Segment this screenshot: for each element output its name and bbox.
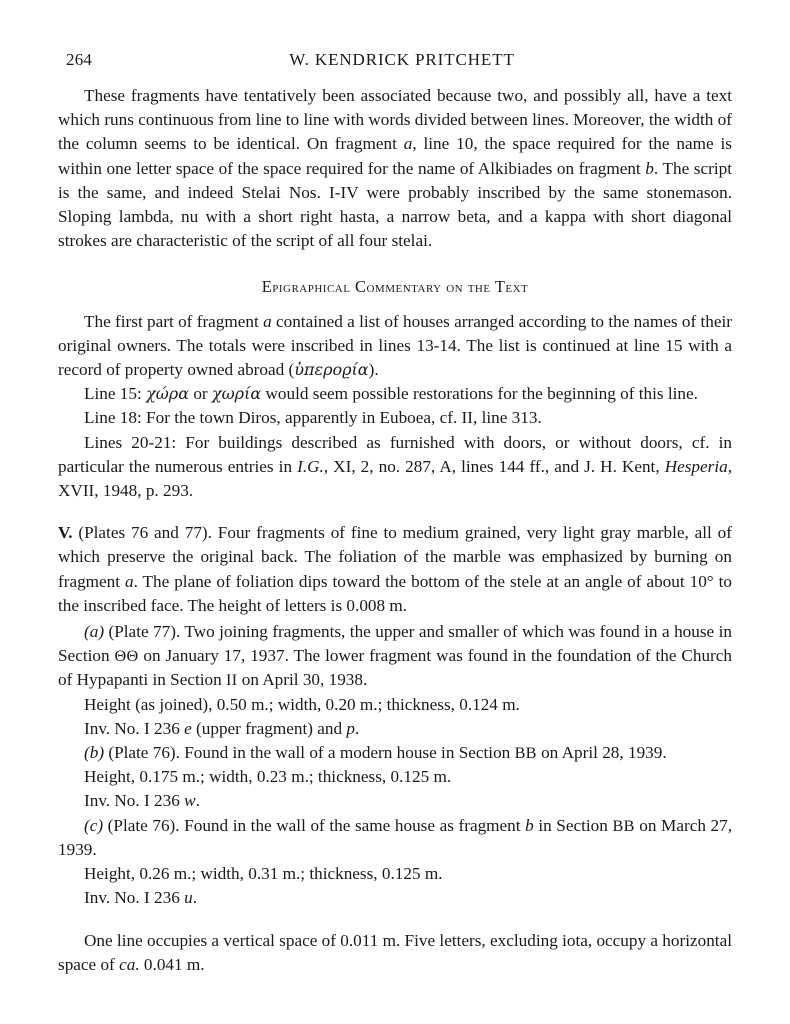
text-run: Inv. No. I 236 bbox=[84, 888, 185, 908]
text-run: Lines 20-21: For buildings described as furnished with doors, or without doors, cf. in particular the numerous entries in bbox=[58, 432, 732, 476]
fragment-label: (b) bbox=[84, 743, 105, 763]
text-run: . bbox=[192, 888, 197, 908]
paragraph-lines-20-21 bbox=[58, 431, 732, 504]
text-run: on January 17, 1937. The lower fragment was found in the foundation of the Church of Hypapanti in Section bbox=[58, 646, 732, 690]
greek-text: χώρα bbox=[146, 384, 190, 404]
text-italic: ca. bbox=[119, 954, 140, 974]
text-run: The first part of fragment bbox=[84, 311, 264, 331]
greek-text: χωρία bbox=[211, 384, 262, 404]
paragraph-section-v bbox=[58, 521, 732, 618]
text-italic: I.G. bbox=[297, 456, 324, 476]
paragraph-fragment-c bbox=[58, 814, 732, 862]
text-italic: e bbox=[184, 718, 192, 738]
text-italic: a bbox=[125, 571, 134, 591]
text-italic: Hesperia bbox=[664, 456, 728, 476]
text-run: These fragments have tentatively been associated because two, and possibly all, have a text which runs continuous from line to line with words divided between lines. Moreover, the width of the column seems to be identical. On fragment bbox=[58, 86, 732, 154]
text-italic: b bbox=[525, 815, 534, 835]
text-run: on March 27, 1939. bbox=[58, 815, 732, 859]
text-italic: b bbox=[645, 158, 654, 178]
text-run: on April 30, 1938. bbox=[237, 670, 368, 690]
text-run: Line 15: bbox=[84, 384, 147, 404]
paragraph-inventory-a bbox=[58, 717, 732, 741]
text-run: Inv. No. I 236 bbox=[84, 791, 185, 811]
text-run: One line occupies a vertical space of 0.011 m. Five letters, excluding iota, occupy a horizontal space of bbox=[58, 930, 732, 974]
text-run: (Plate 76). Found in the wall of a modern house in Section bbox=[104, 743, 515, 763]
page-number: 264 bbox=[66, 50, 93, 69]
text-italic: u bbox=[184, 888, 193, 908]
section-number: V. bbox=[58, 523, 73, 543]
section-mark: BB bbox=[612, 816, 635, 835]
text-run: (Plate 77). Two joining fragments, the upper and smaller of which was found in a house in Section bbox=[58, 622, 732, 666]
section-mark: ΘΘ bbox=[114, 647, 139, 666]
text-run: . bbox=[354, 718, 360, 738]
paragraph-line-18: Line 18: For the town Diros, apparently in Euboea, cf. II, line 313. bbox=[84, 408, 542, 428]
paragraph-inventory-c bbox=[58, 886, 732, 910]
text-run: would seem possible restorations for the beginning of this line. bbox=[261, 384, 698, 404]
text-run: (Plate 76). Found in the wall of the same house as fragment bbox=[103, 815, 526, 835]
section-mark: BB bbox=[514, 744, 537, 763]
text-run: (upper fragment) and bbox=[191, 718, 347, 738]
page-body bbox=[58, 84, 732, 977]
text-run: contained a list of houses arranged according to the names of their original owners. The totals were inscribed in lines 13-14. The list is continued at line 15 with a record of property owned abroad ( bbox=[58, 311, 732, 380]
text-run: on April 28, 1939. bbox=[536, 743, 667, 763]
paragraph-line-15 bbox=[58, 382, 732, 406]
paragraph-line-spacing bbox=[58, 929, 732, 977]
text-italic: a bbox=[403, 134, 413, 154]
text-run: , XVII, 1948, p. 293. bbox=[58, 456, 732, 501]
text-run: . bbox=[195, 791, 200, 811]
text-run: , XI, 2, no. 287, A, lines 144 ff., and J. H. Kent, bbox=[323, 456, 665, 476]
text-run: in Section bbox=[533, 815, 613, 835]
section-heading: Epigraphical Commentary on the Text bbox=[261, 277, 529, 297]
section-mark: II bbox=[226, 671, 238, 690]
text-run: . The script is the same, and indeed Stelai Nos. I-IV were probably inscribed by the same stonemason. Sloping lambda, nu with a short right hasta, a narrow beta, and a kappa with short diagonal strokes are characteristic of the script of all four stelai. bbox=[58, 158, 732, 251]
paragraph-fragments-association bbox=[58, 84, 732, 253]
text-run: 0.041 m. bbox=[139, 954, 205, 974]
fragment-label: (c) bbox=[84, 815, 104, 835]
text-run: (Plates 76 and 77). Four fragments of fine to medium grained, very light gray marble, all of which preserve the original back. The foliation of the marble was emphasized by burning on fragment bbox=[58, 523, 732, 591]
paragraph-dimensions-c: Height, 0.26 m.; width, 0.31 m.; thickness, 0.125 m. bbox=[84, 864, 443, 884]
greek-text: ὑπεροϱία bbox=[294, 360, 369, 380]
paragraph-dimensions-b: Height, 0.175 m.; width, 0.23 m.; thickness, 0.125 m. bbox=[84, 767, 452, 787]
text-run: ). bbox=[368, 360, 379, 380]
text-run: or bbox=[189, 384, 212, 404]
running-head-title: W. KENDRICK PRITCHETT bbox=[289, 50, 515, 69]
paragraph-fragment-a bbox=[58, 620, 732, 693]
text-run: . The plane of foliation dips toward the bottom of the stele at an angle of about 10° to the inscribed face. The height of letters is 0.008 m. bbox=[58, 571, 732, 615]
text-run: Inv. No. I 236 bbox=[84, 718, 185, 738]
text-italic: p bbox=[346, 718, 355, 738]
paragraph-commentary-intro bbox=[58, 310, 732, 383]
paragraph-fragment-b bbox=[58, 741, 732, 765]
text-italic: w bbox=[184, 791, 196, 811]
running-head bbox=[58, 50, 732, 84]
paragraph-dimensions-a: Height (as joined), 0.50 m.; width, 0.20 m.; thickness, 0.124 m. bbox=[84, 694, 520, 714]
text-run: , line 10, the space required for the name is within one letter space of the space required for the name of Alkibiades on fragment bbox=[58, 134, 732, 178]
text-italic: a bbox=[263, 311, 272, 331]
paragraph-inventory-b bbox=[58, 789, 732, 813]
fragment-label: (a) bbox=[84, 622, 105, 642]
